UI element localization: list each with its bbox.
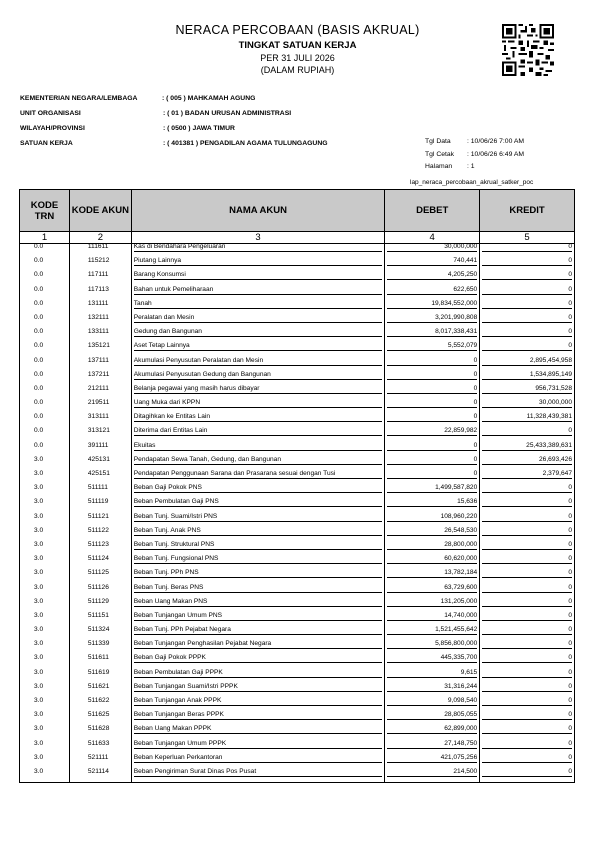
kode-akun-cell: 511628 xyxy=(87,725,110,733)
nama-akun-cell: Beban Tunjangan Umum PNS xyxy=(134,612,383,621)
kode-akun-cell: 131111 xyxy=(87,299,109,307)
kode-trn-cell: 3.0 xyxy=(34,711,44,719)
kode-akun-cell: 511622 xyxy=(87,697,110,704)
table-row xyxy=(20,669,575,683)
kode-trn-cell: 3.0 xyxy=(34,640,44,648)
kode-akun-cell: 511621 xyxy=(87,682,110,690)
kode-akun-cell: 511633 xyxy=(87,739,110,747)
nama-akun-cell: Beban Tunjangan Umum PPPK xyxy=(134,740,383,749)
debet-cell: 445,335,700 xyxy=(387,654,477,663)
table-row xyxy=(20,271,575,285)
col-kredit: KREDIT xyxy=(480,190,575,232)
table-row xyxy=(20,286,575,300)
kode-trn-cell: 0.0 xyxy=(34,413,44,421)
table-row xyxy=(20,442,575,456)
debet-cell: 60,620,000 xyxy=(387,555,477,564)
col-number: 2 xyxy=(69,232,131,244)
nama-akun-cell: Uang Muka dari KPPN xyxy=(134,399,383,408)
col-number: 3 xyxy=(131,232,384,244)
kredit-cell: 0 xyxy=(482,513,572,522)
kredit-cell: 0 xyxy=(482,569,572,578)
debet-cell: 3,201,990,808 xyxy=(387,314,477,323)
debet-cell: 421,075,256 xyxy=(387,754,477,763)
debet-cell: 4,205,250 xyxy=(387,271,477,280)
nama-akun-cell: Akumulasi Penyusutan Gedung dan Bangunan xyxy=(134,371,383,380)
table-row xyxy=(20,612,575,626)
meta-value: : ( 01 ) BADAN URUSAN ADMINISTRASI xyxy=(163,110,292,117)
meta-value: : ( 0500 ) JAWA TIMUR xyxy=(163,125,235,132)
col-nama-akun: NAMA AKUN xyxy=(131,190,384,232)
kredit-cell: 0 xyxy=(482,243,572,252)
nama-akun-cell: Beban Gaji Pokok PPPK xyxy=(134,654,383,663)
table-row xyxy=(20,357,575,371)
col-kode-trn: KODE TRN xyxy=(20,190,70,232)
kode-trn-cell: 3.0 xyxy=(34,555,44,563)
kode-trn-cell: 3.0 xyxy=(34,654,44,662)
kode-trn-cell: 0.0 xyxy=(34,271,44,279)
kredit-cell: 0 xyxy=(482,555,572,564)
kode-akun-cell: 511619 xyxy=(87,668,110,676)
kode-trn-cell: 3.0 xyxy=(34,583,44,591)
debet-cell: 15,636 xyxy=(387,498,477,507)
nama-akun-cell: Pendapatan Sewa Tanah, Gedung, dan Bangunan xyxy=(134,456,383,465)
kode-akun-cell: 425151 xyxy=(87,470,110,477)
nama-akun-cell: Piutang Lainnya xyxy=(134,257,383,266)
table-row xyxy=(20,626,575,640)
kode-akun-cell: 511125 xyxy=(87,569,109,577)
kode-akun-cell: 313111 xyxy=(87,413,109,421)
debet-cell: 31,316,244 xyxy=(387,683,477,692)
col-number: 1 xyxy=(20,232,70,244)
kredit-cell: 0 xyxy=(482,300,572,309)
kredit-cell: 0 xyxy=(482,541,572,550)
table-row xyxy=(20,413,575,427)
col-number: 5 xyxy=(480,232,575,244)
meta-label: SATUAN KERJA xyxy=(20,140,73,147)
nama-akun-cell: Beban Tunj. Struktural PNS xyxy=(134,541,383,550)
debet-cell: 0 xyxy=(387,385,477,394)
table-row xyxy=(20,257,575,271)
report-subtitle: TINGKAT SATUAN KERJA xyxy=(238,40,357,51)
table-row xyxy=(20,711,575,725)
kredit-cell: 0 xyxy=(482,711,572,720)
kode-akun-cell: 511122 xyxy=(87,526,109,534)
kode-trn-cell: 0.0 xyxy=(34,243,44,250)
nama-akun-cell: Kas di Bendahara Pengeluaran xyxy=(134,243,383,252)
kredit-cell: 0 xyxy=(482,257,572,266)
kode-trn-cell: 3.0 xyxy=(34,725,44,733)
nama-akun-cell: Bahan untuk Pemeliharaan xyxy=(134,286,383,295)
kode-akun-cell: 137211 xyxy=(87,370,110,378)
kredit-cell: 30,000,000 xyxy=(482,399,572,408)
kredit-cell: 0 xyxy=(482,286,572,295)
kredit-cell: 0 xyxy=(482,669,572,678)
nama-akun-cell: Beban Pembulatan Gaji PPPK xyxy=(134,669,383,678)
date-label: Halaman xyxy=(425,163,453,170)
kredit-cell: 0 xyxy=(482,697,572,706)
debet-cell: 22,859,982 xyxy=(387,427,477,436)
nama-akun-cell: Gedung dan Bangunan xyxy=(134,328,383,337)
kode-akun-cell: 511126 xyxy=(87,583,109,591)
debet-cell: 14,740,000 xyxy=(387,612,477,621)
report-period: PER 31 JULI 2026 xyxy=(260,53,335,63)
kode-trn-cell: 3.0 xyxy=(34,697,44,704)
kode-akun-cell: 511111 xyxy=(87,484,108,492)
kode-akun-cell: 115212 xyxy=(87,257,110,265)
debet-cell: 9,098,540 xyxy=(387,697,477,706)
kredit-cell: 0 xyxy=(482,725,572,734)
kredit-cell: 0 xyxy=(482,768,572,777)
kode-akun-cell: 133111 xyxy=(87,328,109,336)
debet-cell: 8,017,338,431 xyxy=(387,328,477,337)
debet-cell: 0 xyxy=(387,456,477,465)
kredit-cell: 0 xyxy=(482,484,572,493)
kode-trn-cell: 0.0 xyxy=(34,342,44,350)
kode-trn-cell: 3.0 xyxy=(34,597,44,605)
kredit-cell: 26,693,426 xyxy=(482,456,572,465)
kode-trn-cell: 3.0 xyxy=(34,512,44,520)
debet-cell: 13,782,184 xyxy=(387,569,477,578)
kredit-cell: 0 xyxy=(482,740,572,749)
date-label: Tgl Data xyxy=(425,138,451,145)
kode-trn-cell: 0.0 xyxy=(34,285,44,293)
date-value: : 10/06/26 6:49 AM xyxy=(467,151,525,158)
debet-cell: 27,148,750 xyxy=(387,740,477,749)
table-row xyxy=(20,342,575,356)
table-row xyxy=(20,640,575,654)
debet-cell: 1,499,587,820 xyxy=(387,484,477,493)
kredit-cell: 0 xyxy=(482,584,572,593)
table-row xyxy=(20,427,575,441)
kredit-cell: 0 xyxy=(482,342,572,351)
table-header xyxy=(19,189,575,244)
kode-trn-cell: 0.0 xyxy=(34,384,44,392)
kode-akun-cell: 425131 xyxy=(87,455,110,463)
kode-trn-cell: 3.0 xyxy=(34,455,44,463)
kredit-cell: 25,433,389,631 xyxy=(482,442,572,451)
table-row xyxy=(20,697,575,711)
kode-akun-cell: 521114 xyxy=(87,767,109,775)
kode-trn-cell: 0.0 xyxy=(34,427,44,435)
debet-cell: 0 xyxy=(387,371,477,380)
kode-akun-cell: 137111 xyxy=(87,356,109,364)
kredit-cell: 2,379,647 xyxy=(482,470,572,479)
table-row xyxy=(20,584,575,598)
kode-trn-cell: 3.0 xyxy=(34,540,44,548)
debet-cell: 5,856,800,000 xyxy=(387,640,477,649)
nama-akun-cell: Beban Tunjangan Beras PPPK xyxy=(134,711,383,720)
kredit-cell: 0 xyxy=(482,527,572,536)
nama-akun-cell: Beban Tunj. Suami/Istri PNS xyxy=(134,513,383,522)
table-row xyxy=(20,470,575,484)
table-row xyxy=(20,527,575,541)
table-row xyxy=(20,740,575,754)
table-row xyxy=(20,555,575,569)
trial-balance-table xyxy=(19,243,575,783)
report-name: lap_neraca_percobaan_akrual_satker_poc xyxy=(410,179,534,186)
debet-cell: 28,805,055 xyxy=(387,711,477,720)
debet-cell: 63,729,600 xyxy=(387,584,477,593)
kredit-cell: 0 xyxy=(482,683,572,692)
debet-cell: 0 xyxy=(387,413,477,422)
meta-label: UNIT ORGANISASI xyxy=(20,110,81,117)
kode-trn-cell: 0.0 xyxy=(34,370,44,378)
table-row xyxy=(20,683,575,697)
table-row xyxy=(20,498,575,512)
kredit-cell: 0 xyxy=(482,271,572,280)
kode-trn-cell: 3.0 xyxy=(34,484,44,492)
kode-trn-cell: 3.0 xyxy=(34,526,44,534)
report-title: NERACA PERCOBAAN (BASIS AKRUAL) xyxy=(175,23,420,37)
table-row xyxy=(20,598,575,612)
kredit-cell: 2,895,454,958 xyxy=(482,357,572,366)
kode-trn-cell: 0.0 xyxy=(34,441,44,449)
nama-akun-cell: Beban Tunjangan Anak PPPK xyxy=(134,697,383,706)
kode-akun-cell: 111611 xyxy=(87,243,109,250)
date-value: : 10/06/26 7:00 AM xyxy=(467,138,525,145)
kode-akun-cell: 511625 xyxy=(87,711,110,719)
kode-akun-cell: 117111 xyxy=(87,271,109,279)
debet-cell: 30,000,000 xyxy=(387,243,477,252)
kredit-cell: 0 xyxy=(482,598,572,607)
nama-akun-cell: Ditagihkan ke Entitas Lain xyxy=(134,413,383,422)
kode-trn-cell: 3.0 xyxy=(34,682,44,690)
table-row xyxy=(20,371,575,385)
nama-akun-cell: Pendapatan Penggunaan Sarana dan Prasarana sesuai dengan Tusi xyxy=(134,470,383,479)
table-row xyxy=(20,300,575,314)
debet-cell: 0 xyxy=(387,470,477,479)
debet-cell: 1,521,455,642 xyxy=(387,626,477,635)
table-row xyxy=(20,569,575,583)
nama-akun-cell: Belanja pegawai yang masih harus dibayar xyxy=(134,385,383,394)
kode-akun-cell: 511324 xyxy=(87,626,110,634)
kode-akun-cell: 117113 xyxy=(87,285,109,293)
kode-akun-cell: 511129 xyxy=(87,597,109,605)
nama-akun-cell: Beban Pengiriman Surat Dinas Pos Pusat xyxy=(134,768,383,777)
col-debet: DEBET xyxy=(385,190,480,232)
nama-akun-cell: Beban Tunjangan Penghasilan Pejabat Negara xyxy=(134,640,383,649)
kode-akun-cell: 132111 xyxy=(87,313,109,321)
nama-akun-cell: Beban Uang Makan PNS xyxy=(134,598,383,607)
nama-akun-cell: Beban Tunjangan Suami/Istri PPPK xyxy=(134,683,383,692)
debet-cell: 131,205,000 xyxy=(387,598,477,607)
debet-cell: 740,441 xyxy=(387,257,477,266)
table-row xyxy=(20,754,575,768)
debet-cell: 28,800,000 xyxy=(387,541,477,550)
kredit-cell: 0 xyxy=(482,427,572,436)
debet-cell: 62,899,000 xyxy=(387,725,477,734)
nama-akun-cell: Akumulasi Penyusutan Peralatan dan Mesin xyxy=(134,357,383,366)
kode-trn-cell: 3.0 xyxy=(34,470,44,477)
kode-akun-cell: 511123 xyxy=(87,540,109,548)
debet-cell: 622,650 xyxy=(387,286,477,295)
table-row xyxy=(20,513,575,527)
debet-cell: 214,500 xyxy=(387,768,477,777)
table-row xyxy=(20,399,575,413)
nama-akun-cell: Tanah xyxy=(134,300,383,309)
kredit-cell: 956,731,528 xyxy=(482,385,572,394)
kode-trn-cell: 3.0 xyxy=(34,739,44,747)
kode-akun-cell: 212111 xyxy=(87,384,109,392)
kode-akun-cell: 511339 xyxy=(87,640,110,648)
kode-akun-cell: 135121 xyxy=(87,342,110,350)
kode-trn-cell: 0.0 xyxy=(34,356,44,364)
debet-cell: 9,615 xyxy=(387,669,477,678)
table-row xyxy=(20,314,575,328)
debet-cell: 26,548,530 xyxy=(387,527,477,536)
kode-trn-cell: 3.0 xyxy=(34,767,44,775)
nama-akun-cell: Beban Tunj. Beras PNS xyxy=(134,584,383,593)
table-row xyxy=(20,385,575,399)
kode-trn-cell: 3.0 xyxy=(34,611,44,619)
nama-akun-cell: Peralatan dan Mesin xyxy=(134,314,383,323)
date-value: : 1 xyxy=(467,163,475,170)
nama-akun-cell: Aset Tetap Lainnya xyxy=(134,342,383,351)
kredit-cell: 0 xyxy=(482,498,572,507)
kode-trn-cell: 3.0 xyxy=(34,569,44,577)
debet-cell: 0 xyxy=(387,399,477,408)
nama-akun-cell: Diterima dari Entitas Lain xyxy=(134,427,383,436)
table-row xyxy=(20,541,575,555)
kredit-cell: 0 xyxy=(482,654,572,663)
currency-note: (DALAM RUPIAH) xyxy=(260,65,335,75)
nama-akun-cell: Beban Tunj. Anak PNS xyxy=(134,527,383,536)
nama-akun-cell: Ekuitas xyxy=(134,442,383,451)
kredit-cell: 0 xyxy=(482,626,572,635)
debet-cell: 5,552,079 xyxy=(387,342,477,351)
kode-akun-cell: 521111 xyxy=(87,753,109,761)
debet-cell: 0 xyxy=(387,357,477,366)
kredit-cell: 0 xyxy=(482,314,572,323)
qr-code-icon xyxy=(502,24,554,76)
kredit-cell: 1,534,895,149 xyxy=(482,371,572,380)
table-row xyxy=(20,484,575,498)
col-kode-akun: KODE AKUN xyxy=(69,190,131,232)
kode-akun-cell: 219511 xyxy=(87,399,110,407)
meta-value: : ( 005 ) MAHKAMAH AGUNG xyxy=(162,95,256,102)
kode-trn-cell: 3.0 xyxy=(34,753,44,761)
nama-akun-cell: Beban Keperluan Perkantoran xyxy=(134,754,383,763)
nama-akun-cell: Beban Tunj. PPh Pejabat Negara xyxy=(134,626,383,635)
kode-trn-cell: 0.0 xyxy=(34,299,44,307)
kode-akun-cell: 313121 xyxy=(87,427,110,435)
meta-value: : ( 401381 ) PENGADILAN AGAMA TULUNGAGUNG xyxy=(163,140,328,147)
kode-trn-cell: 0.0 xyxy=(34,328,44,336)
col-number: 4 xyxy=(385,232,480,244)
kode-akun-cell: 391111 xyxy=(87,441,109,449)
table-row xyxy=(20,768,575,782)
debet-cell: 108,960,220 xyxy=(387,513,477,522)
kredit-cell: 11,328,439,381 xyxy=(482,413,572,422)
kode-akun-cell: 511611 xyxy=(87,654,109,662)
nama-akun-cell: Barang Konsumsi xyxy=(134,271,383,280)
kode-trn-cell: 0.0 xyxy=(34,257,44,265)
table-row xyxy=(20,654,575,668)
kode-akun-cell: 511151 xyxy=(87,611,109,619)
kredit-cell: 0 xyxy=(482,754,572,763)
debet-cell: 19,834,552,000 xyxy=(387,300,477,309)
kode-trn-cell: 3.0 xyxy=(34,668,44,676)
kredit-cell: 0 xyxy=(482,328,572,337)
kode-trn-cell: 3.0 xyxy=(34,498,44,506)
kode-trn-cell: 0.0 xyxy=(34,313,44,321)
kredit-cell: 0 xyxy=(482,612,572,621)
kode-akun-cell: 511121 xyxy=(87,512,109,520)
nama-akun-cell: Beban Tunj. PPh PNS xyxy=(134,569,383,578)
nama-akun-cell: Beban Tunj. Fungsional PNS xyxy=(134,555,383,564)
kode-akun-cell: 511124 xyxy=(87,555,109,563)
nama-akun-cell: Beban Pembulatan Gaji PNS xyxy=(134,498,383,507)
date-label: Tgl Cetak xyxy=(425,151,455,158)
kode-trn-cell: 0.0 xyxy=(34,399,44,407)
debet-cell: 0 xyxy=(387,442,477,451)
nama-akun-cell: Beban Gaji Pokok PNS xyxy=(134,484,383,493)
nama-akun-cell: Beban Uang Makan PPPK xyxy=(134,725,383,734)
table-row xyxy=(20,456,575,470)
kode-akun-cell: 511119 xyxy=(87,498,109,506)
meta-label: KEMENTERIAN NEGARA/LEMBAGA xyxy=(20,95,138,102)
table-row xyxy=(20,328,575,342)
table-row xyxy=(20,243,575,257)
kredit-cell: 0 xyxy=(482,640,572,649)
table-row xyxy=(20,725,575,739)
kode-trn-cell: 3.0 xyxy=(34,626,44,634)
meta-label: WILAYAH/PROVINSI xyxy=(20,125,85,132)
